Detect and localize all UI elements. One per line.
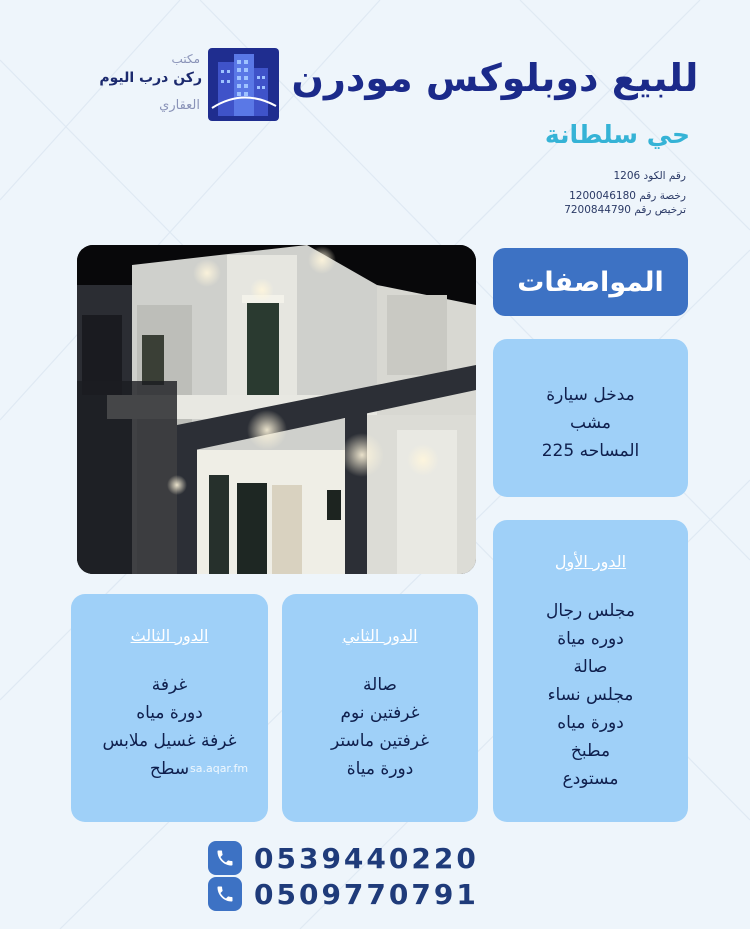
list-item: غرفة غسيل ملابس xyxy=(102,731,237,751)
list-item: صالة xyxy=(363,675,397,695)
property-photo xyxy=(77,245,476,574)
office-logo xyxy=(208,48,279,121)
office-label: مكتب xyxy=(171,52,200,66)
specs-title: المواصفات xyxy=(493,248,688,316)
list-item: مستودع xyxy=(562,769,619,789)
page-title: للبيع دوبلوكس مودرن xyxy=(291,56,699,100)
third-floor-card xyxy=(71,594,268,822)
list-item: دورة مياه xyxy=(557,713,624,733)
second-floor-card xyxy=(282,594,478,822)
list-item: مجلس نساء xyxy=(547,685,634,705)
third-floor-heading: الدور الثالث xyxy=(130,626,209,645)
phone-number-1[interactable]: 0539440220 xyxy=(254,841,479,875)
phone-icon xyxy=(208,877,242,911)
phone-contact-2[interactable] xyxy=(208,877,508,911)
code-number: رقم الكود 1206 xyxy=(613,170,686,182)
office-type: العقاري xyxy=(159,98,200,113)
phone-number-2[interactable]: 0509770791 xyxy=(254,877,479,911)
first-floor-card xyxy=(493,520,688,822)
list-item: دورة مياه xyxy=(136,703,203,723)
list-item: سطح xyxy=(149,759,190,779)
list-item: غرفتين ماستر xyxy=(330,731,430,751)
summary-item: المساحه 225 xyxy=(541,441,640,461)
list-item: دورة مياة xyxy=(346,759,414,779)
list-item: دوره مياة xyxy=(557,629,624,649)
list-item: مطبخ xyxy=(570,741,611,761)
license-number: رخصة رقم 1200046180 xyxy=(569,190,686,202)
second-floor-heading: الدور الثاني xyxy=(342,626,418,645)
office-name: ركن درب اليوم xyxy=(99,70,202,86)
list-item: مجلس رجال xyxy=(545,601,636,621)
list-item: غرفتين نوم xyxy=(340,703,420,723)
list-item: صالة xyxy=(573,657,608,677)
list-item: غرفة xyxy=(151,675,188,695)
watermark: sa.aqar.fm xyxy=(190,762,249,775)
summary-item: مشب xyxy=(570,413,611,433)
summary-item: مدخل سيارة xyxy=(546,385,635,405)
permit-number: ترخيص رقم 7200844790 xyxy=(564,204,686,216)
phone-icon xyxy=(208,841,242,875)
first-floor-heading: الدور الأول xyxy=(554,552,627,571)
specs-summary-card xyxy=(493,339,688,497)
phone-contact-1[interactable] xyxy=(208,841,508,875)
district-label: حي سلطانة xyxy=(544,120,690,149)
